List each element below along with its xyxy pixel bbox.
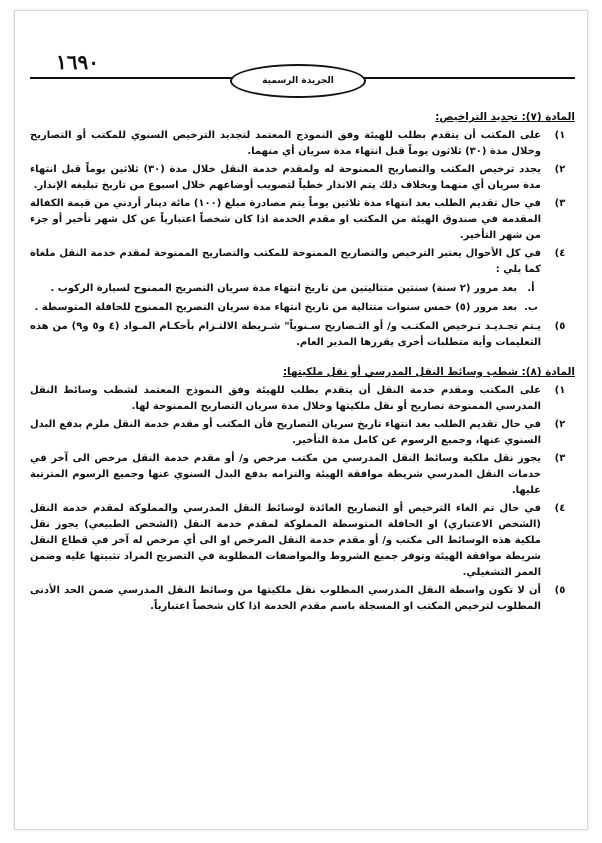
article-7-item-3 — [30, 196, 575, 244]
article-8-item-2 — [30, 417, 575, 449]
item-number: ٢) — [554, 164, 566, 175]
article-7 — [30, 110, 575, 351]
item-text: في حال تقديم الطلب بعد انتهاء تاريخ سريان التصاريح فأن المكتب أو مقدم خدمة النقل ملزم بدفع البدل السنوي عنها، وجميع الرسوم عن كامل مدة التأخير. — [30, 419, 541, 446]
subitem-text: بعد مرور (٢ سنة) سنتين متتاليتين من تاريخ انتهاء مدة سريان التصريح الممنوح لسيارة الركوب . — [50, 283, 517, 294]
item-text: في حال تقديم الطلب بعد انتهاء مدة ثلاثين يوماً يتم مصادرة مبلغ (١٠٠) مائة دينار أردني من قيمة الكفالة المقدمة في صندوق الهيئة من المكتب او مقدم الخدمة اذا كان شخصاً اعتبارياً عن كل شهر تأخير أو جزء من شهر التأخير. — [30, 198, 541, 241]
article-8-item-3 — [30, 451, 575, 499]
item-text: على المكتب أن يتقدم بطلب للهيئة وفق النموذج المعتمد لتجديد الترخيص السنوي للمكتب أو التصاريح وخلال مدة (٣٠) ثلاثون يوماً قبل انتهاء مدة سريان أي منهما. — [30, 130, 541, 157]
article-7-title: المادة (٧): تجديد التراخيص: — [435, 111, 575, 123]
subitem-a — [30, 281, 541, 297]
item-number: ٥) — [554, 585, 566, 596]
gazette-page — [30, 14, 575, 829]
gazette-title-ellipse — [230, 64, 366, 98]
article-8 — [30, 365, 575, 615]
subitem-text: بعد مرور (٥) خمس سنوات متتالية من تاريخ انتهاء مدة سريان التصريح الممنوح للحافلة المتوسطة . — [34, 302, 517, 313]
article-7-items — [30, 128, 575, 351]
item-number: ٤) — [554, 248, 566, 259]
item-number: ١) — [554, 130, 566, 141]
item-text: في حال تم الغاء الترخيص أو التصاريح العائدة لوسائط النقل المدرسي والمملوكة لمقدم خدمة النقل (الشخص الاعتباري) او الحافلة المتوسطة المملوكة لمقدم خدمة النقل (الشخص الطبيعي) يجوز نقل ملكية هذه الوسائط الى مكتب و/ أو مقدم خدمة النقل المرخص او الى أي مرخص له آخر في قطاع النقل شريطة موافقة الهيئة وتوفر جميع الشروط والمواصفات المطلوبة في التصريح المراد تثبيتها عليه وضمن العمر التشغيلي. — [30, 503, 541, 578]
article-8-item-5 — [30, 583, 575, 615]
item-text: أن لا تكون واسطة النقل المدرسي المطلوب نقل ملكيتها من وسائط النقل المدرسي ضمن الحد الأدنى المطلوب لترخيص المكتب او المسجلة باسم مقدم الخدمة اذا كان شخصاً اعتبارياً. — [30, 585, 541, 612]
article-8-item-1 — [30, 383, 575, 415]
article-7-item-1 — [30, 128, 575, 160]
item-text: يـتم تجـديـد تـرخيص المكتـب و/ أو التـصاريح سـنوياً" شـريطة الالتـزام بأحكـام المـواد (٤ و٥ و٩) من هذه التعليمات وأية متطلبات أخرى يقررها المدير العام. — [30, 321, 541, 348]
page-header — [30, 14, 575, 96]
item-number: ٥) — [554, 321, 566, 332]
subitem-letter: ب. — [524, 302, 538, 313]
article-8-item-4 — [30, 501, 575, 581]
item-number: ٢) — [554, 419, 566, 430]
item-number: ١) — [554, 385, 566, 396]
item-number: ٤) — [554, 503, 566, 514]
item-text: يجوز نقل ملكية وسائط النقل المدرسي من مكتب مرخص و/ أو مقدم خدمة النقل مرخص الى آخر في خدمات النقل المدرسي شريطة موافقة الهيئة والتزامه بدفع البدل السنوي عنها وجميع الرسوم المترتبة عليها. — [30, 453, 541, 496]
page-number: ١٦٩٠ — [56, 50, 99, 74]
article-8-title: المادة (٨): شطب وسائط النقل المدرسي أو نقل ملكيتها: — [282, 366, 575, 378]
article-7-item-4-subitems — [30, 281, 541, 316]
article-7-item-4 — [30, 246, 575, 316]
item-text: في كل الأحوال يعتبر الترخيص والتصاريح الممنوحة للمكتب والتصاريح الممنوحة لمقدم خدمة النقل ملغاة كما يلي : — [30, 248, 541, 275]
item-number: ٣) — [554, 198, 566, 209]
item-text: يجدد ترخيص المكتب والتصاريح الممنوحة له ولمقدم خدمة النقل خلال مدة (٣٠) ثلاثين يوماً قبل انتهاء مدة سريان أي منهما وبخلاف ذلك يتم الانذار خطياً لتصويب أوضاعهم خلال اسبوع من تاريخ تبليغه الإنذار. — [30, 164, 541, 191]
article-7-item-5 — [30, 319, 575, 351]
subitem-b — [30, 300, 541, 316]
item-number: ٣) — [554, 453, 566, 464]
gazette-title: الجريدة الرسمية — [262, 76, 334, 86]
subitem-letter: أ. — [527, 283, 535, 294]
article-7-item-2 — [30, 162, 575, 194]
item-text: على المكتب ومقدم خدمة النقل أن يتقدم بطلب للهيئة وفق النموذج المعتمد لشطب وسائط النقل المدرسي الممنوحة تصاريح أو نقل ملكيتها وخلال مدة سريان التصاريح الممنوحة لها. — [30, 385, 541, 412]
article-8-items — [30, 383, 575, 615]
